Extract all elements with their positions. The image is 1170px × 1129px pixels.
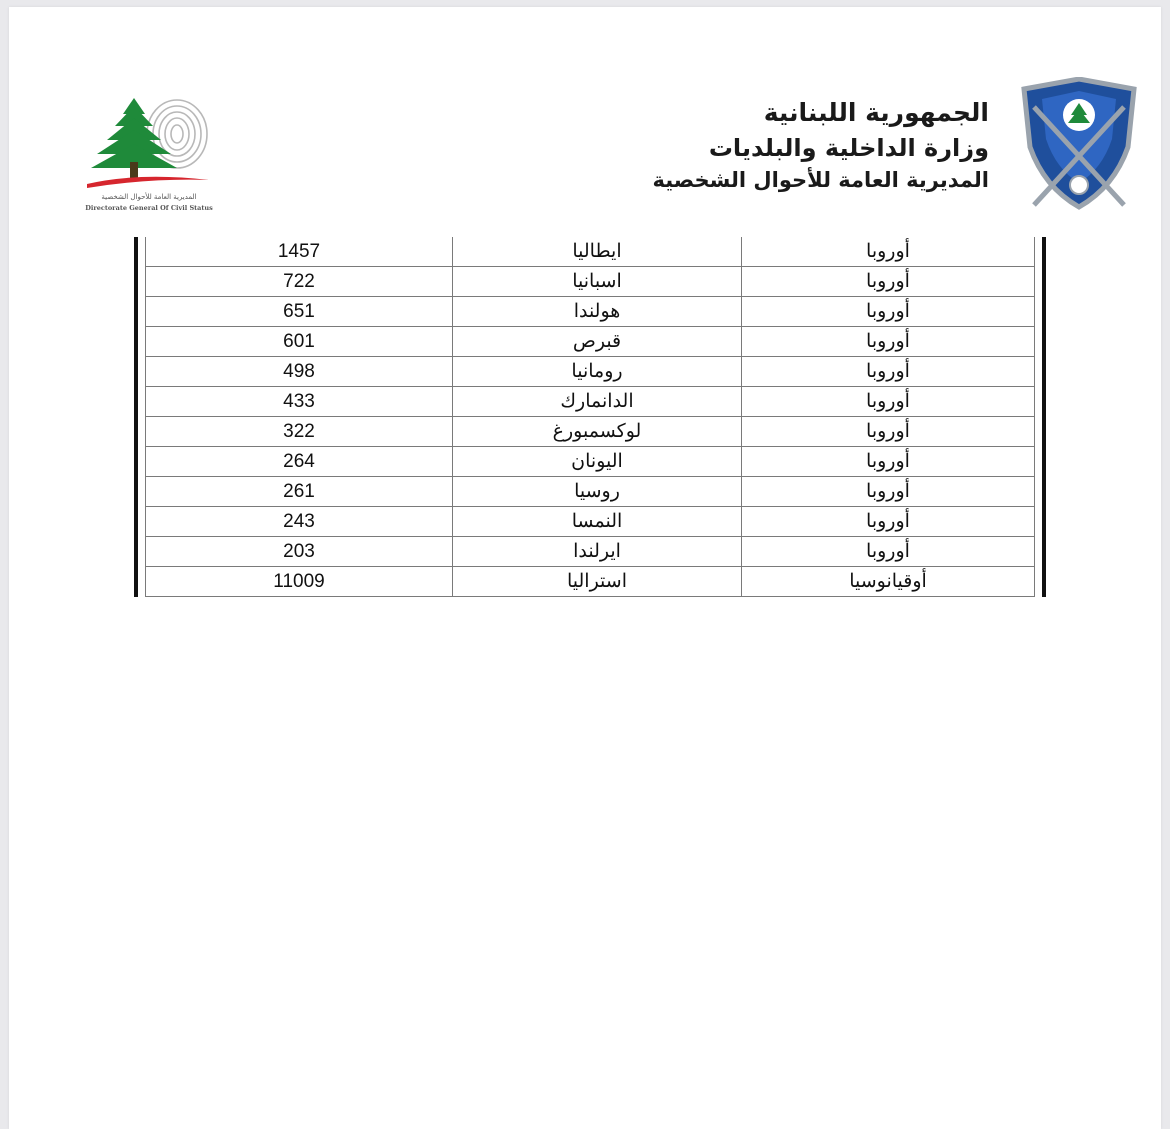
region-cell: أوروبا — [742, 387, 1035, 417]
region-cell: أوروبا — [742, 417, 1035, 447]
count-cell: 322 — [146, 417, 453, 447]
region-cell: أوروبا — [742, 267, 1035, 297]
region-cell: أوروبا — [742, 357, 1035, 387]
data-table-container — [134, 237, 1046, 597]
country-cell: اليونان — [453, 447, 742, 477]
table-row — [146, 357, 1035, 387]
count-cell: 203 — [146, 537, 453, 567]
region-cell: أوروبا — [742, 447, 1035, 477]
region-cell: أوقيانوسيا — [742, 567, 1035, 597]
civil-status-logo — [79, 92, 219, 217]
table-row — [146, 447, 1035, 477]
region-cell: أوروبا — [742, 537, 1035, 567]
region-cell: أوروبا — [742, 237, 1035, 267]
country-cell: هولندا — [453, 297, 742, 327]
country-cell: الدانمارك — [453, 387, 742, 417]
directorate-title: المديرية العامة للأحوال الشخصية — [652, 168, 989, 192]
country-cell: ايطاليا — [453, 237, 742, 267]
count-cell: 722 — [146, 267, 453, 297]
count-cell: 601 — [146, 327, 453, 357]
region-cell: أوروبا — [742, 297, 1035, 327]
country-cell: قبرص — [453, 327, 742, 357]
table-left-border — [134, 237, 138, 597]
count-cell: 1457 — [146, 237, 453, 267]
count-cell: 433 — [146, 387, 453, 417]
country-cell: اسبانيا — [453, 267, 742, 297]
country-count-table — [145, 237, 1035, 597]
logo-english-caption: Directorate General Of Civil Status — [85, 204, 213, 212]
table-row — [146, 477, 1035, 507]
shield-emblem-icon — [1014, 77, 1144, 217]
table-right-border — [1042, 237, 1046, 597]
count-cell: 11009 — [146, 567, 453, 597]
count-cell: 264 — [146, 447, 453, 477]
table-row — [146, 567, 1035, 597]
letterhead — [589, 95, 989, 195]
table-row — [146, 327, 1035, 357]
table-row — [146, 537, 1035, 567]
table-row — [146, 267, 1035, 297]
count-cell: 651 — [146, 297, 453, 327]
region-cell: أوروبا — [742, 507, 1035, 537]
country-cell: رومانيا — [453, 357, 742, 387]
country-cell: ايرلندا — [453, 537, 742, 567]
country-cell: استراليا — [453, 567, 742, 597]
country-cell: لوكسمبورغ — [453, 417, 742, 447]
ministry-title: وزارة الداخلية والبلديات — [708, 134, 989, 162]
region-cell: أوروبا — [742, 477, 1035, 507]
count-cell: 498 — [146, 357, 453, 387]
document-page — [9, 7, 1161, 1129]
count-cell: 261 — [146, 477, 453, 507]
cedar-fingerprint-icon — [79, 92, 219, 192]
table-row — [146, 507, 1035, 537]
table-row — [146, 237, 1035, 267]
logo-arabic-caption: المديرية العامة للأحوال الشخصية — [101, 193, 197, 201]
country-cell: روسيا — [453, 477, 742, 507]
table-row — [146, 297, 1035, 327]
count-cell: 243 — [146, 507, 453, 537]
table-row — [146, 387, 1035, 417]
country-cell: النمسا — [453, 507, 742, 537]
republic-title: الجمهورية اللبنانية — [763, 98, 989, 127]
table-row — [146, 417, 1035, 447]
region-cell: أوروبا — [742, 327, 1035, 357]
